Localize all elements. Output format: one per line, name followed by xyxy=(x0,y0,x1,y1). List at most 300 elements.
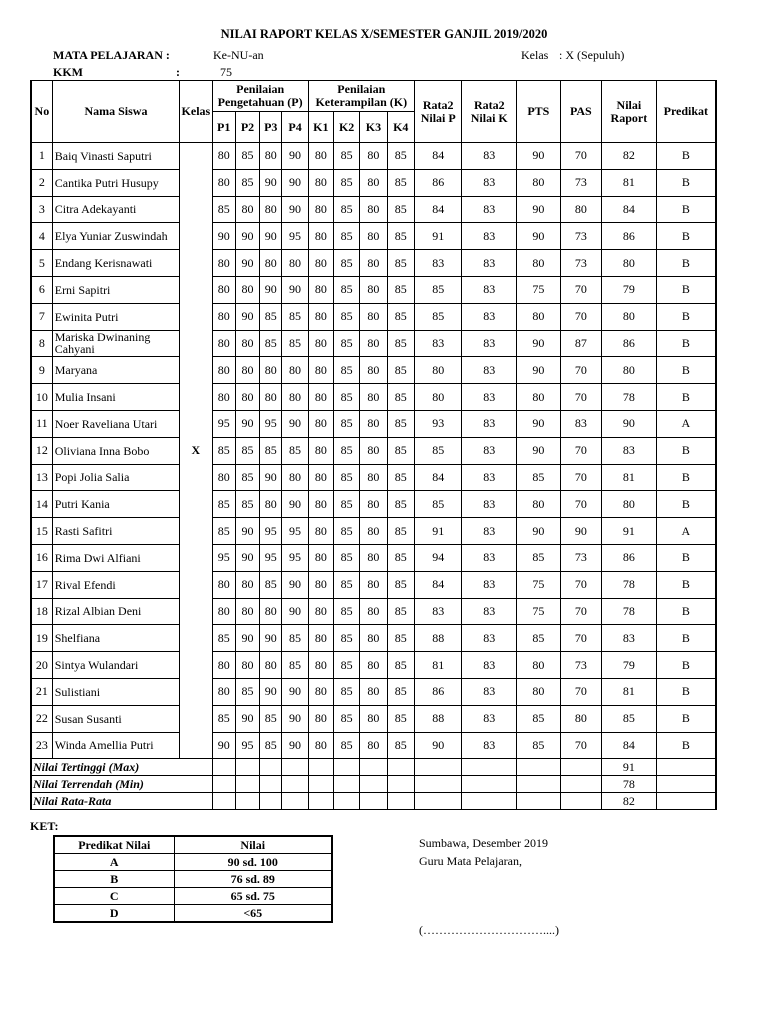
avg-k: 83 xyxy=(462,330,517,357)
empty-cell xyxy=(656,759,716,776)
score-p1: 85 xyxy=(212,518,235,545)
score-pas: 73 xyxy=(560,544,601,571)
score-p1: 80 xyxy=(212,384,235,411)
predikat-range: 90 sd. 100 xyxy=(174,854,332,871)
score-p1: 80 xyxy=(212,330,235,357)
empty-cell xyxy=(462,793,517,810)
score-p4: 85 xyxy=(282,437,308,464)
empty-cell xyxy=(308,776,333,793)
avg-p: 85 xyxy=(414,303,462,330)
avg-p: 84 xyxy=(414,196,462,223)
page-title: NILAI RAPORT KELAS X/SEMESTER GANJIL 2019/2020 xyxy=(220,27,548,41)
row-number: 21 xyxy=(31,678,52,705)
empty-cell xyxy=(282,776,308,793)
kelas-cell xyxy=(180,678,212,705)
kelas-value: : X (Sepuluh) xyxy=(559,48,625,62)
row-number: 4 xyxy=(31,223,52,250)
score-p2: 80 xyxy=(235,196,259,223)
score-p1: 80 xyxy=(212,678,235,705)
kelas-cell xyxy=(180,705,212,732)
score-pts: 85 xyxy=(517,625,561,652)
row-number: 12 xyxy=(31,437,52,464)
score-raport: 82 xyxy=(602,143,657,170)
row-number: 9 xyxy=(31,357,52,384)
score-pas: 70 xyxy=(560,732,601,759)
row-number: 20 xyxy=(31,652,52,679)
student-name: Rival Efendi xyxy=(52,571,179,598)
score-pas: 80 xyxy=(560,705,601,732)
empty-cell xyxy=(360,759,387,776)
score-p4: 90 xyxy=(282,571,308,598)
student-name: Rima Dwi Alfiani xyxy=(52,544,179,571)
avg-p: 81 xyxy=(414,652,462,679)
avg-p: 83 xyxy=(414,598,462,625)
score-k1: 80 xyxy=(308,464,333,491)
summary-label: Nilai Tertinggi (Max) xyxy=(31,759,212,776)
student-name: Susan Susanti xyxy=(52,705,179,732)
score-pas: 70 xyxy=(560,464,601,491)
score-pas: 70 xyxy=(560,303,601,330)
empty-cell xyxy=(360,776,387,793)
kelas-cell xyxy=(180,384,212,411)
avg-k: 83 xyxy=(462,678,517,705)
avg-k: 83 xyxy=(462,518,517,545)
score-pas: 70 xyxy=(560,678,601,705)
score-p2: 90 xyxy=(235,705,259,732)
score-k4: 85 xyxy=(387,303,414,330)
score-k2: 85 xyxy=(333,250,359,277)
empty-cell xyxy=(260,759,282,776)
predikat-range: <65 xyxy=(174,905,332,923)
score-k4: 85 xyxy=(387,705,414,732)
score-pas: 70 xyxy=(560,143,601,170)
table-row xyxy=(31,357,716,384)
score-pas: 70 xyxy=(560,276,601,303)
score-k3: 80 xyxy=(360,598,387,625)
score-raport: 80 xyxy=(602,357,657,384)
score-p3: 95 xyxy=(260,544,282,571)
score-pas: 83 xyxy=(560,410,601,437)
kelas-cell xyxy=(180,357,212,384)
score-p4: 80 xyxy=(282,384,308,411)
score-p3: 80 xyxy=(260,652,282,679)
header-rata-k: Rata2 Nilai K xyxy=(462,81,517,143)
score-p4: 90 xyxy=(282,732,308,759)
predikat-range: 76 sd. 89 xyxy=(174,871,332,888)
header-k2: K2 xyxy=(333,112,359,143)
predikat-table xyxy=(53,835,333,923)
table-row xyxy=(31,303,716,330)
header-nilai-raport: Nilai Raport xyxy=(602,81,657,143)
score-pts: 85 xyxy=(517,732,561,759)
predikat-cell: B xyxy=(656,652,716,679)
avg-k: 83 xyxy=(462,705,517,732)
student-name: Noer Raveliana Utari xyxy=(52,410,179,437)
score-k3: 80 xyxy=(360,143,387,170)
empty-cell xyxy=(656,776,716,793)
header-keterampilan: Penilaian Keterampilan (K) xyxy=(308,81,414,112)
empty-cell xyxy=(260,793,282,810)
score-p3: 85 xyxy=(260,437,282,464)
table-row xyxy=(31,276,716,303)
kelas-cell xyxy=(180,410,212,437)
score-pts: 90 xyxy=(517,437,561,464)
score-p3: 95 xyxy=(260,518,282,545)
header-p4: P4 xyxy=(282,112,308,143)
avg-k: 83 xyxy=(462,276,517,303)
score-pts: 90 xyxy=(517,143,561,170)
empty-cell xyxy=(387,776,414,793)
score-k3: 80 xyxy=(360,303,387,330)
score-k3: 80 xyxy=(360,384,387,411)
row-number: 19 xyxy=(31,625,52,652)
score-p3: 90 xyxy=(260,464,282,491)
score-p2: 90 xyxy=(235,303,259,330)
header-pas: PAS xyxy=(560,81,601,143)
avg-p: 88 xyxy=(414,705,462,732)
student-name: Oliviana Inna Bobo xyxy=(52,437,179,464)
score-k3: 80 xyxy=(360,223,387,250)
table-row xyxy=(31,143,716,170)
empty-cell xyxy=(282,793,308,810)
avg-k: 83 xyxy=(462,625,517,652)
header-p1: P1 xyxy=(212,112,235,143)
kelas-cell xyxy=(180,223,212,250)
student-name: Endang Kerisnawati xyxy=(52,250,179,277)
kkm-value: 75 xyxy=(220,65,232,79)
score-k2: 85 xyxy=(333,330,359,357)
score-raport: 86 xyxy=(602,544,657,571)
predikat-cell: B xyxy=(656,169,716,196)
score-pas: 73 xyxy=(560,169,601,196)
score-k1: 80 xyxy=(308,384,333,411)
score-k1: 80 xyxy=(308,598,333,625)
score-k4: 85 xyxy=(387,357,414,384)
header-kelas: Kelas xyxy=(180,81,212,143)
avg-k: 83 xyxy=(462,357,517,384)
kelas-cell xyxy=(180,196,212,223)
score-raport: 81 xyxy=(602,678,657,705)
empty-cell xyxy=(360,793,387,810)
score-pas: 70 xyxy=(560,625,601,652)
score-k1: 80 xyxy=(308,303,333,330)
score-k3: 80 xyxy=(360,571,387,598)
score-k4: 85 xyxy=(387,518,414,545)
score-pas: 70 xyxy=(560,384,601,411)
score-p2: 80 xyxy=(235,276,259,303)
score-raport: 81 xyxy=(602,169,657,196)
avg-p: 91 xyxy=(414,518,462,545)
summary-row xyxy=(31,793,716,810)
score-k2: 85 xyxy=(333,464,359,491)
header-nama: Nama Siswa xyxy=(52,81,179,143)
avg-p: 94 xyxy=(414,544,462,571)
sign-name-blank: (…………………………....) xyxy=(419,923,559,937)
score-p1: 90 xyxy=(212,732,235,759)
predikat-cell: B xyxy=(656,732,716,759)
empty-cell xyxy=(235,776,259,793)
score-k1: 80 xyxy=(308,330,333,357)
predikat-cell: B xyxy=(656,384,716,411)
score-raport: 80 xyxy=(602,303,657,330)
empty-cell xyxy=(517,793,561,810)
avg-k: 83 xyxy=(462,384,517,411)
score-p3: 80 xyxy=(260,143,282,170)
score-p3: 85 xyxy=(260,732,282,759)
score-pas: 70 xyxy=(560,437,601,464)
score-p2: 90 xyxy=(235,223,259,250)
row-number: 18 xyxy=(31,598,52,625)
avg-k: 83 xyxy=(462,732,517,759)
score-p1: 80 xyxy=(212,598,235,625)
score-k3: 80 xyxy=(360,544,387,571)
score-raport: 78 xyxy=(602,571,657,598)
table-row xyxy=(31,652,716,679)
student-name: Putri Kania xyxy=(52,491,179,518)
score-k2: 85 xyxy=(333,169,359,196)
score-k1: 80 xyxy=(308,196,333,223)
avg-k: 83 xyxy=(462,169,517,196)
score-k1: 80 xyxy=(308,705,333,732)
predikat-row xyxy=(54,888,332,905)
score-k1: 80 xyxy=(308,357,333,384)
avg-p: 88 xyxy=(414,625,462,652)
kelas-cell xyxy=(180,571,212,598)
score-k4: 85 xyxy=(387,169,414,196)
table-row xyxy=(31,330,716,357)
score-p4: 80 xyxy=(282,464,308,491)
score-p3: 90 xyxy=(260,678,282,705)
avg-p: 84 xyxy=(414,571,462,598)
score-p2: 85 xyxy=(235,678,259,705)
score-k4: 85 xyxy=(387,571,414,598)
score-k1: 80 xyxy=(308,652,333,679)
score-pas: 70 xyxy=(560,357,601,384)
score-pts: 80 xyxy=(517,384,561,411)
avg-p: 85 xyxy=(414,491,462,518)
score-k2: 85 xyxy=(333,410,359,437)
avg-p: 83 xyxy=(414,330,462,357)
score-k1: 80 xyxy=(308,491,333,518)
summary-row xyxy=(31,776,716,793)
score-raport: 90 xyxy=(602,410,657,437)
score-k3: 80 xyxy=(360,250,387,277)
score-pas: 90 xyxy=(560,518,601,545)
score-p1: 80 xyxy=(212,303,235,330)
kelas-cell xyxy=(180,276,212,303)
avg-p: 80 xyxy=(414,384,462,411)
score-raport: 81 xyxy=(602,464,657,491)
row-number: 3 xyxy=(31,196,52,223)
empty-cell xyxy=(560,793,601,810)
predikat-cell: B xyxy=(656,544,716,571)
row-number: 8 xyxy=(31,330,52,357)
score-raport: 78 xyxy=(602,598,657,625)
avg-k: 83 xyxy=(462,437,517,464)
predikat-cell: B xyxy=(656,437,716,464)
score-pts: 80 xyxy=(517,250,561,277)
score-k4: 85 xyxy=(387,384,414,411)
empty-cell xyxy=(333,776,359,793)
score-pas: 73 xyxy=(560,652,601,679)
score-p1: 80 xyxy=(212,250,235,277)
table-row xyxy=(31,223,716,250)
table-row xyxy=(31,732,716,759)
score-k2: 85 xyxy=(333,544,359,571)
score-k3: 80 xyxy=(360,518,387,545)
empty-cell xyxy=(333,759,359,776)
score-p3: 85 xyxy=(260,705,282,732)
score-pts: 90 xyxy=(517,330,561,357)
kkm-colon: : xyxy=(176,65,180,79)
predikat-cell: B xyxy=(656,705,716,732)
score-p4: 95 xyxy=(282,223,308,250)
score-p2: 85 xyxy=(235,491,259,518)
summary-row xyxy=(31,759,716,776)
score-p2: 90 xyxy=(235,250,259,277)
score-p4: 90 xyxy=(282,705,308,732)
score-p1: 80 xyxy=(212,571,235,598)
score-p1: 80 xyxy=(212,652,235,679)
score-k3: 80 xyxy=(360,652,387,679)
avg-p: 85 xyxy=(414,437,462,464)
score-raport: 86 xyxy=(602,330,657,357)
row-number: 5 xyxy=(31,250,52,277)
avg-k: 83 xyxy=(462,250,517,277)
score-p4: 95 xyxy=(282,518,308,545)
score-p3: 85 xyxy=(260,330,282,357)
row-number: 22 xyxy=(31,705,52,732)
score-p4: 85 xyxy=(282,303,308,330)
score-pas: 73 xyxy=(560,223,601,250)
kelas-cell xyxy=(180,544,212,571)
score-pts: 80 xyxy=(517,303,561,330)
empty-cell xyxy=(560,759,601,776)
predikat-cell: A xyxy=(656,518,716,545)
score-k4: 85 xyxy=(387,732,414,759)
predikat-cell: B xyxy=(656,143,716,170)
score-k3: 80 xyxy=(360,330,387,357)
score-p4: 85 xyxy=(282,652,308,679)
avg-k: 83 xyxy=(462,491,517,518)
score-pts: 90 xyxy=(517,196,561,223)
score-k1: 80 xyxy=(308,143,333,170)
kelas-cell: X xyxy=(180,437,212,464)
score-k3: 80 xyxy=(360,196,387,223)
score-raport: 80 xyxy=(602,250,657,277)
score-k1: 80 xyxy=(308,437,333,464)
score-k1: 80 xyxy=(308,571,333,598)
predikat-cell: B xyxy=(656,598,716,625)
nilai-header: Nilai xyxy=(174,836,332,854)
student-name: Shelfiana xyxy=(52,625,179,652)
empty-cell xyxy=(414,776,462,793)
score-raport: 85 xyxy=(602,705,657,732)
predikat-cell: B xyxy=(656,491,716,518)
empty-cell xyxy=(462,776,517,793)
header-p2: P2 xyxy=(235,112,259,143)
score-pts: 80 xyxy=(517,678,561,705)
table-row xyxy=(31,625,716,652)
score-k4: 85 xyxy=(387,196,414,223)
score-k3: 80 xyxy=(360,464,387,491)
score-k2: 85 xyxy=(333,625,359,652)
score-k2: 85 xyxy=(333,732,359,759)
student-rows xyxy=(31,143,716,810)
score-p4: 85 xyxy=(282,330,308,357)
table-row xyxy=(31,571,716,598)
predikat-cell: B xyxy=(656,276,716,303)
avg-k: 83 xyxy=(462,223,517,250)
header-k1: K1 xyxy=(308,112,333,143)
kelas-cell xyxy=(180,330,212,357)
kelas-cell xyxy=(180,652,212,679)
score-k4: 85 xyxy=(387,598,414,625)
row-number: 14 xyxy=(31,491,52,518)
score-pts: 90 xyxy=(517,410,561,437)
avg-p: 84 xyxy=(414,464,462,491)
predikat-header: Predikat Nilai xyxy=(54,836,174,854)
score-pts: 75 xyxy=(517,276,561,303)
empty-cell xyxy=(308,793,333,810)
row-number: 1 xyxy=(31,143,52,170)
score-k3: 80 xyxy=(360,491,387,518)
avg-p: 84 xyxy=(414,143,462,170)
student-name: Ewinita Putri xyxy=(52,303,179,330)
empty-cell xyxy=(414,793,462,810)
table-row xyxy=(31,678,716,705)
score-p3: 85 xyxy=(260,303,282,330)
score-raport: 84 xyxy=(602,196,657,223)
score-k2: 85 xyxy=(333,196,359,223)
predikat-cell: B xyxy=(656,464,716,491)
score-raport: 80 xyxy=(602,491,657,518)
score-p1: 85 xyxy=(212,705,235,732)
score-k4: 85 xyxy=(387,491,414,518)
row-number: 10 xyxy=(31,384,52,411)
score-k2: 85 xyxy=(333,276,359,303)
score-k4: 85 xyxy=(387,652,414,679)
score-p3: 80 xyxy=(260,196,282,223)
student-name: Rizal Albian Deni xyxy=(52,598,179,625)
score-p1: 90 xyxy=(212,223,235,250)
summary-label: Nilai Terrendah (Min) xyxy=(31,776,212,793)
student-name: Popi Jolia Salia xyxy=(52,464,179,491)
score-pts: 80 xyxy=(517,491,561,518)
score-k3: 80 xyxy=(360,437,387,464)
empty-cell xyxy=(260,776,282,793)
score-k4: 85 xyxy=(387,625,414,652)
score-k2: 85 xyxy=(333,678,359,705)
score-p1: 80 xyxy=(212,143,235,170)
empty-cell xyxy=(212,759,235,776)
score-k4: 85 xyxy=(387,464,414,491)
table-row xyxy=(31,250,716,277)
score-k1: 80 xyxy=(308,410,333,437)
score-p2: 85 xyxy=(235,464,259,491)
student-name: Sulistiani xyxy=(52,678,179,705)
avg-k: 83 xyxy=(462,544,517,571)
empty-cell xyxy=(212,793,235,810)
student-name: Winda Amellia Putri xyxy=(52,732,179,759)
score-p4: 90 xyxy=(282,169,308,196)
score-pts: 90 xyxy=(517,357,561,384)
score-p1: 85 xyxy=(212,196,235,223)
header-k4: K4 xyxy=(387,112,414,143)
avg-k: 83 xyxy=(462,143,517,170)
predikat-range: 65 sd. 75 xyxy=(174,888,332,905)
kelas-cell xyxy=(180,491,212,518)
